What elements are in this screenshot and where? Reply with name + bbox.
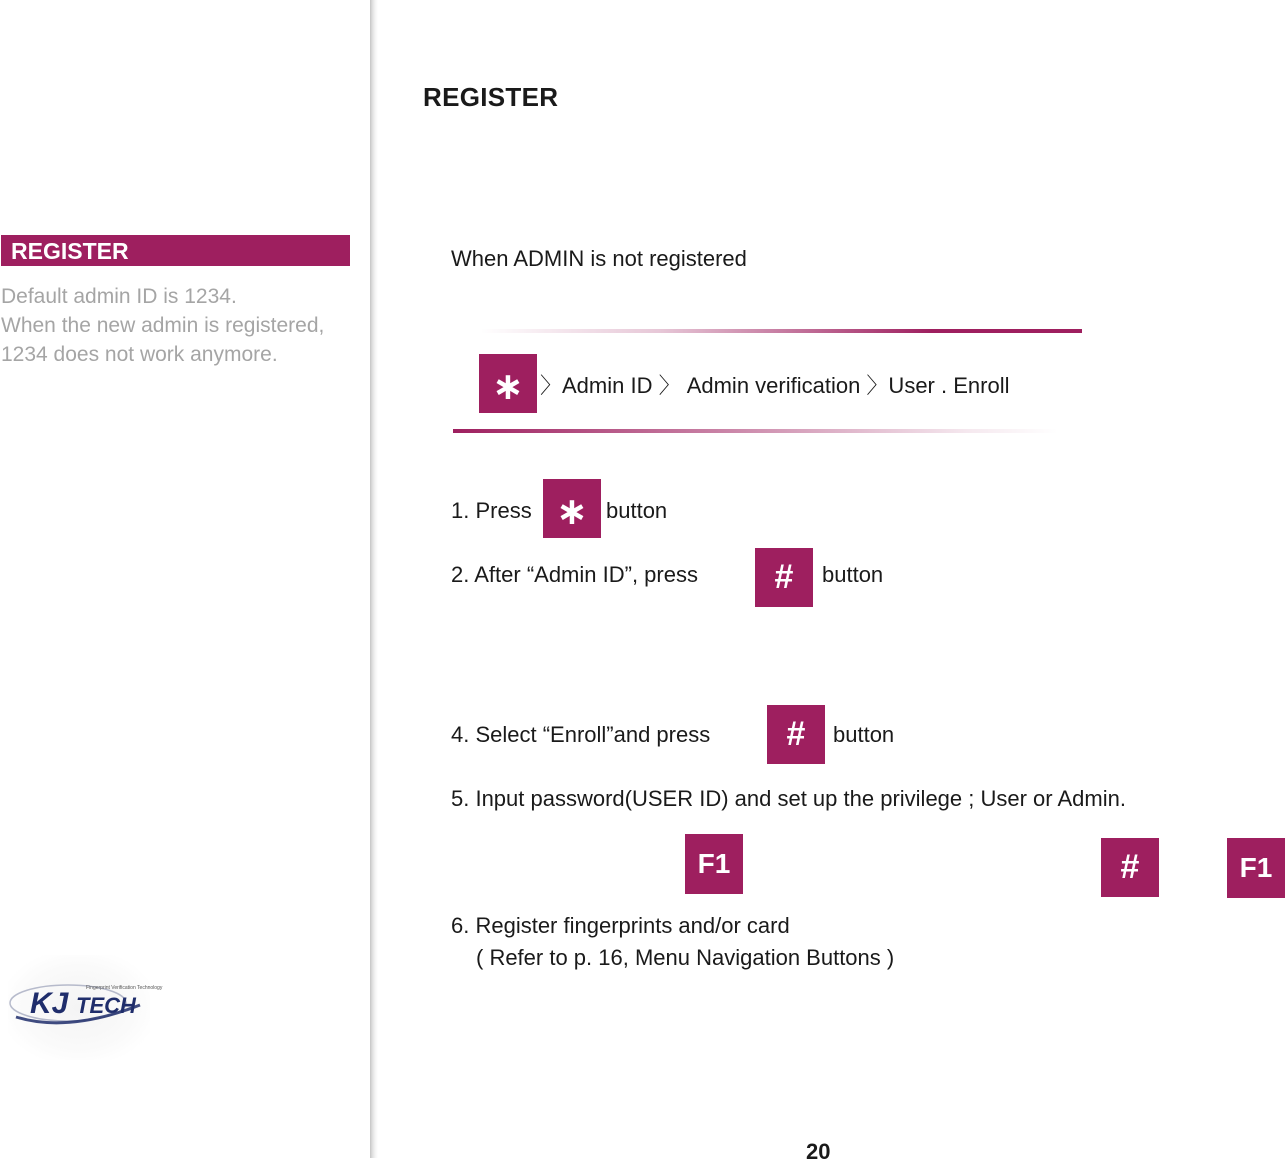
- star-key-icon: ∗: [479, 354, 537, 413]
- step-6-label: 6. Register fingerprints and/or card: [451, 913, 790, 938]
- hash-key-icon: #: [1101, 838, 1159, 897]
- column-divider: [370, 0, 378, 1158]
- f1-key-icon: F1: [685, 834, 743, 894]
- hash-key-icon: #: [767, 705, 825, 764]
- step-2-suffix: button: [822, 562, 884, 587]
- f1-key-icon: F1: [1227, 838, 1285, 898]
- step-1-suffix: button: [606, 498, 668, 523]
- kjtech-logo-graphic: [8, 955, 163, 1060]
- sidebar-note-line: When the new admin is registered,: [1, 314, 325, 337]
- star-key-icon: ∗: [543, 479, 601, 538]
- hash-key-icon: #: [755, 548, 813, 607]
- step-1-label: 1. Press: [451, 498, 532, 523]
- sidebar-note-line: 1234 does not work anymore.: [1, 343, 278, 366]
- sidebar-note: [1, 282, 373, 369]
- page-number: 20: [806, 1139, 831, 1164]
- svg-text:KJ: KJ: [30, 987, 69, 1020]
- sidebar-note-line: Default admin ID is 1234.: [1, 285, 237, 308]
- step-6-reference: ( Refer to p. 16, Menu Navigation Buttons ): [476, 945, 895, 970]
- page-title: REGISTER: [423, 82, 559, 112]
- step-4-suffix: button: [833, 722, 895, 747]
- svg-text:Fingerprint Verification Techn: Fingerprint Verification Technology: [86, 985, 163, 991]
- step-4-label: 4. Select “Enroll”and press: [451, 722, 711, 747]
- kjtech-logo: [8, 955, 163, 1060]
- subtitle: When ADMIN is not registered: [451, 246, 747, 271]
- path-rule-bottom: [453, 429, 1058, 433]
- menu-path: 〉Admin ID 〉 Admin verification 〉User . Enroll: [540, 373, 1010, 398]
- sidebar-heading: REGISTER: [1, 235, 350, 266]
- svg-text:TECH: TECH: [76, 993, 136, 1018]
- step-2-label: 2. After “Admin ID”, press: [451, 562, 698, 587]
- path-rule-top: [480, 329, 1082, 333]
- step-5-label: 5. Input password(USER ID) and set up the privilege ; User or Admin.: [451, 786, 1126, 811]
